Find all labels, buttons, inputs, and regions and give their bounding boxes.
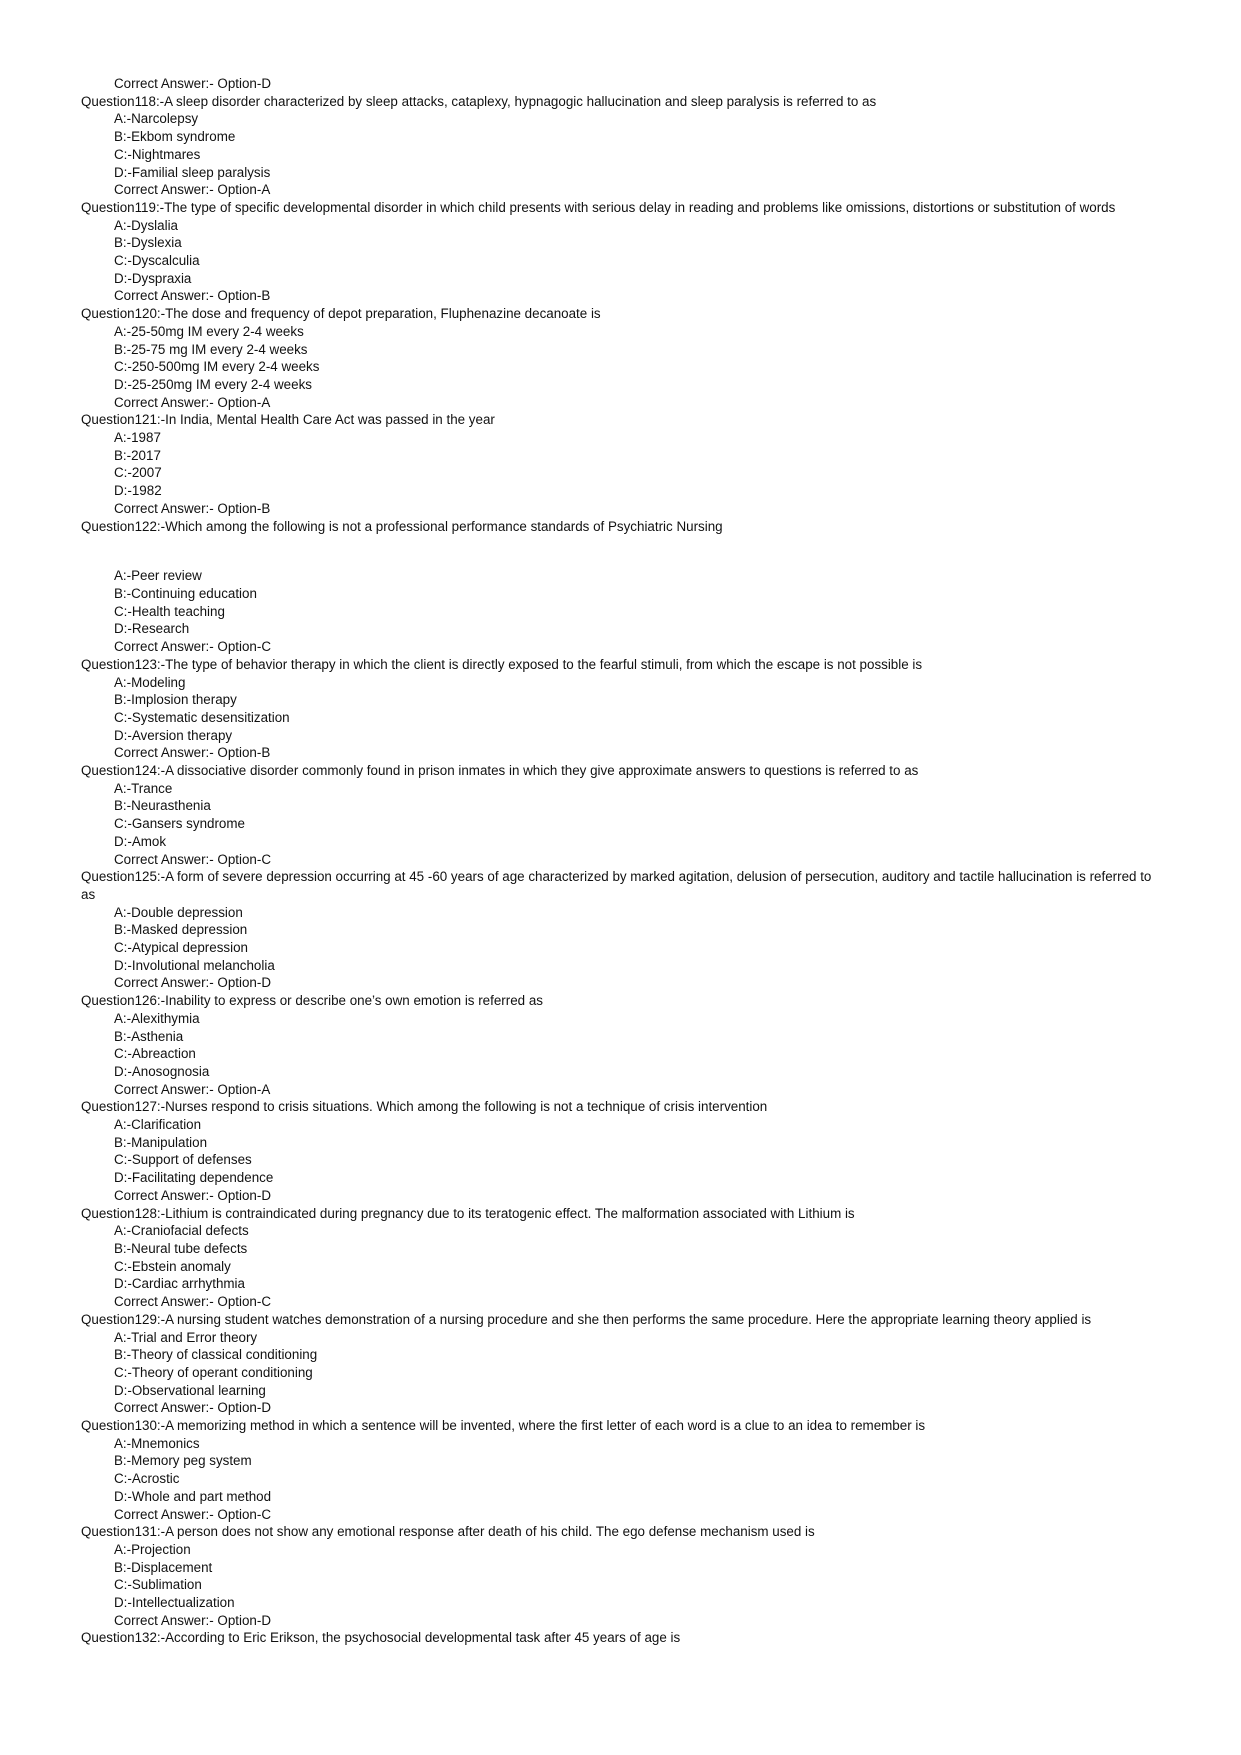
answer-option: C:-Atypical depression bbox=[114, 940, 248, 956]
question-text: Question118:-A sleep disorder characterized by sleep attacks, cataplexy, hypnagogic hallucination and sleep paralysis is referred to as bbox=[81, 93, 877, 109]
correct-answer: Correct Answer:- Option-B bbox=[114, 745, 271, 761]
answer-option: D:-Intellectualization bbox=[114, 1595, 235, 1611]
correct-answer: Correct Answer:- Option-D bbox=[114, 1400, 272, 1416]
question-block bbox=[81, 1311, 1161, 1417]
correct-answer: Correct Answer:- Option-A bbox=[114, 182, 271, 198]
correct-answer: Correct Answer:- Option-C bbox=[114, 851, 272, 867]
correct-answer: Correct Answer:- Option-C bbox=[114, 639, 272, 655]
question-text: Question131:-A person does not show any emotional response after death of his child. The ego defense mechanism used is bbox=[81, 1524, 815, 1540]
answer-option: B:-Theory of classical conditioning bbox=[114, 1347, 318, 1363]
answer-option: C:-250-500mg IM every 2-4 weeks bbox=[114, 359, 320, 375]
question-block bbox=[81, 1098, 1161, 1204]
question-block bbox=[81, 868, 1161, 992]
answer-option: B:-Memory peg system bbox=[114, 1453, 252, 1469]
answer-option: B:-Neurasthenia bbox=[114, 798, 211, 814]
answer-option: A:-Trance bbox=[114, 780, 173, 796]
answer-option: A:-Narcolepsy bbox=[114, 111, 199, 127]
answer-option: A:-Mnemonics bbox=[114, 1435, 200, 1451]
answer-option: B:-Neural tube defects bbox=[114, 1241, 248, 1256]
answer-option: A:-Dyslalia bbox=[114, 217, 178, 233]
answer-option: D:-1982 bbox=[114, 483, 162, 499]
question-text: Question123:-The type of behavior therapy in which the client is directly exposed to the fearful stimuli, from which the escape is not possible is bbox=[81, 656, 923, 672]
answer-option: B:-Ekbom syndrome bbox=[114, 129, 236, 145]
answer-option: C:-Support of defenses bbox=[114, 1152, 252, 1168]
answer-option: D:-Familial sleep paralysis bbox=[114, 164, 271, 180]
question-text: Question122:-Which among the following is not a professional performance standards of Psychiatric Nursing bbox=[81, 518, 723, 534]
answer-option: A:-Modeling bbox=[114, 674, 186, 690]
question-text: Question127:-Nurses respond to crisis situations. Which among the following is not a technique of crisis intervention bbox=[81, 1099, 768, 1115]
correct-answer: Correct Answer:- Option-B bbox=[114, 500, 271, 516]
answer-option: D:-Facilitating dependence bbox=[114, 1170, 274, 1186]
answer-option: C:-Theory of operant conditioning bbox=[114, 1364, 313, 1380]
answer-option: C:-Systematic desensitization bbox=[114, 709, 290, 725]
question-text: Question128:-Lithium is contraindicated during pregnancy due to its teratogenic effect. The malformation associated with Lithium is bbox=[81, 1205, 855, 1221]
answer-option: C:-Gansers syndrome bbox=[114, 816, 245, 832]
answer-option: B:-Continuing education bbox=[114, 585, 257, 601]
answer-option: A:-25-50mg IM every 2-4 weeks bbox=[114, 323, 304, 339]
answer-option: D:-Observational learning bbox=[114, 1382, 266, 1398]
answer-option: B:-Implosion therapy bbox=[114, 692, 237, 708]
answer-option: D:-Research bbox=[114, 621, 190, 637]
question-text: Question129:-A nursing student watches demonstration of a nursing procedure and she then performs the same procedure. Here the appropriate learning theory applied is bbox=[81, 1311, 1092, 1327]
answer-option: D:-Dyspraxia bbox=[114, 270, 192, 286]
answer-option: D:-Involutional melancholia bbox=[114, 957, 275, 973]
answer-option: C:-Acrostic bbox=[114, 1471, 180, 1487]
question-text: Question132:-According to Eric Erikson, the psychosocial developmental task after 45 years of age is bbox=[81, 1630, 681, 1646]
question-block bbox=[81, 518, 1161, 656]
question-block bbox=[81, 199, 1161, 305]
question-block bbox=[81, 1205, 1161, 1311]
answer-option: B:-Dyslexia bbox=[114, 235, 182, 251]
question-text: Question130:-A memorizing method in which a sentence will be invented, where the first letter of each word is a clue to an idea to remember is bbox=[81, 1418, 926, 1434]
question-text: Question119:-The type of specific developmental disorder in which child presents with serious delay in reading and problems like omissions, distortions or substitution of words bbox=[81, 199, 1116, 215]
answer-option: C:-2007 bbox=[114, 465, 162, 481]
question-block bbox=[81, 411, 1161, 517]
answer-option: A:-Trial and Error theory bbox=[114, 1329, 258, 1345]
answer-option: C:-Dyscalculia bbox=[114, 253, 200, 269]
answer-option: A:-Craniofacial defects bbox=[114, 1223, 249, 1239]
answer-option: B:-2017 bbox=[114, 447, 161, 463]
correct-answer: Correct Answer:- Option-A bbox=[114, 1081, 271, 1097]
answer-option: A:-Double depression bbox=[114, 904, 243, 920]
answer-option: A:-Peer review bbox=[114, 568, 202, 584]
answer-option: D:-Whole and part method bbox=[114, 1488, 272, 1504]
question-block bbox=[81, 656, 1161, 762]
question-block bbox=[81, 1417, 1161, 1523]
blank-space bbox=[81, 535, 1161, 567]
question-block bbox=[81, 305, 1161, 411]
answer-option: C:-Nightmares bbox=[114, 146, 201, 162]
answer-option: D:-25-250mg IM every 2-4 weeks bbox=[114, 376, 312, 392]
correct-answer: Correct Answer:- Option-A bbox=[114, 394, 271, 410]
answer-option: B:-Manipulation bbox=[114, 1134, 208, 1150]
answer-option: D:-Aversion therapy bbox=[114, 727, 233, 743]
question-text: Question125:-A form of severe depression occurring at 45 -60 years of age characterized by marked agitation, delusion of persecution, auditory and tactile hallucination is referred to as bbox=[81, 869, 1152, 902]
answer-option: A:-Clarification bbox=[114, 1117, 202, 1133]
answer-option: D:-Anosognosia bbox=[114, 1063, 210, 1079]
answer-line: Correct Answer:- Option-D bbox=[114, 76, 272, 91]
question-list bbox=[81, 93, 1161, 1647]
answer-option: C:-Ebstein anomaly bbox=[114, 1258, 231, 1274]
question-text: Question121:-In India, Mental Health Care Act was passed in the year bbox=[81, 412, 495, 428]
answer-option: B:-25-75 mg IM every 2-4 weeks bbox=[114, 341, 308, 357]
answer-option: D:-Cardiac arrhythmia bbox=[114, 1276, 245, 1292]
question-text: Question120:-The dose and frequency of depot preparation, Fluphenazine decanoate is bbox=[81, 306, 601, 322]
question-block bbox=[81, 762, 1161, 868]
correct-answer: Correct Answer:- Option-C bbox=[114, 1294, 272, 1310]
question-block bbox=[81, 93, 1161, 199]
question-block bbox=[81, 992, 1161, 1098]
answer-option: C:-Sublimation bbox=[114, 1577, 202, 1593]
answer-option: B:-Asthenia bbox=[114, 1028, 184, 1044]
answer-option: A:-Alexithymia bbox=[114, 1010, 200, 1026]
answer-option: A:-Projection bbox=[114, 1541, 191, 1557]
correct-answer: Correct Answer:- Option-D bbox=[114, 1612, 272, 1628]
question-text: Question126:-Inability to express or describe one’s own emotion is referred as bbox=[81, 993, 543, 1009]
answer-option: B:-Masked depression bbox=[114, 922, 248, 938]
question-block bbox=[81, 1523, 1161, 1629]
answer-option: C:-Abreaction bbox=[114, 1046, 196, 1062]
correct-answer: Correct Answer:- Option-C bbox=[114, 1506, 272, 1522]
answer-option: B:-Displacement bbox=[114, 1559, 213, 1575]
answer-option: D:-Amok bbox=[114, 833, 167, 849]
correct-answer: Correct Answer:- Option-B bbox=[114, 288, 271, 304]
answer-option: A:-1987 bbox=[114, 430, 161, 446]
correct-answer: Correct Answer:- Option-D bbox=[114, 975, 272, 991]
correct-answer: Correct Answer:- Option-D bbox=[114, 1187, 272, 1203]
question-text: Question124:-A dissociative disorder commonly found in prison inmates in which they give approximate answers to questions is referred to as bbox=[81, 763, 919, 779]
answer-option: C:-Health teaching bbox=[114, 603, 225, 619]
question-document bbox=[81, 75, 1161, 1647]
question-block bbox=[81, 1629, 1161, 1647]
